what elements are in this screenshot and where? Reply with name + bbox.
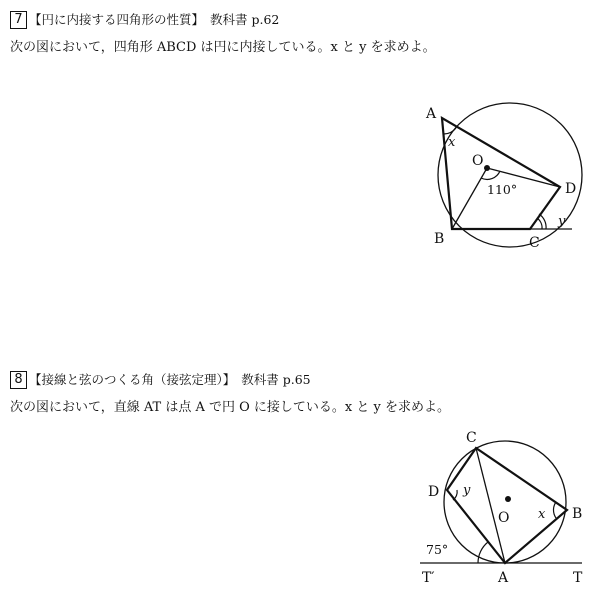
angle-y-label: y — [558, 214, 566, 229]
problem-number: 8 — [10, 371, 27, 389]
problem-title: 【円に内接する四角形の性質】 — [29, 12, 205, 27]
angle-y-label: y — [463, 483, 471, 498]
label-c: C — [466, 430, 477, 446]
angle-75-label: 75° — [426, 542, 449, 557]
textbook-reference: 教科書 p.65 — [241, 372, 311, 387]
angle-110-label: 110° — [487, 182, 518, 197]
label-c: C — [529, 235, 540, 251]
label-d: D — [428, 484, 440, 500]
label-o: O — [472, 153, 484, 169]
circle-o — [444, 441, 566, 563]
label-b: B — [434, 231, 445, 247]
angle-x-label: x — [538, 507, 546, 522]
quadrilateral-adcb — [447, 448, 567, 563]
angle-x-label: x — [448, 135, 456, 150]
radius-ob — [452, 168, 487, 229]
problem-instruction: 次の図において，直線 AT は点 A で円 O に接している。x と y を求めよ。 — [10, 400, 451, 415]
label-d: D — [565, 181, 577, 197]
label-t: T — [573, 570, 583, 586]
center-point-o — [505, 496, 511, 502]
problem-8 — [0, 360, 600, 600]
label-a: A — [426, 106, 437, 122]
label-t-prime: T′ — [422, 570, 435, 586]
problem-instruction: 次の図において，四角形 ABCD は円に内接している。x と y を求めよ。 — [10, 40, 436, 55]
textbook-reference: 教科書 p.62 — [210, 12, 280, 27]
angle-arc-x — [553, 502, 556, 518]
label-o: O — [498, 510, 510, 526]
tangent-chord-figure — [0, 360, 600, 600]
problem-title: 【接線と弦のつくる角（接弦定理）】 — [29, 372, 236, 387]
label-b: B — [572, 506, 583, 522]
label-a: A — [498, 570, 509, 586]
center-point-o — [484, 165, 490, 171]
quadrilateral-abcd — [442, 118, 560, 229]
problem-number: 7 — [10, 11, 27, 29]
